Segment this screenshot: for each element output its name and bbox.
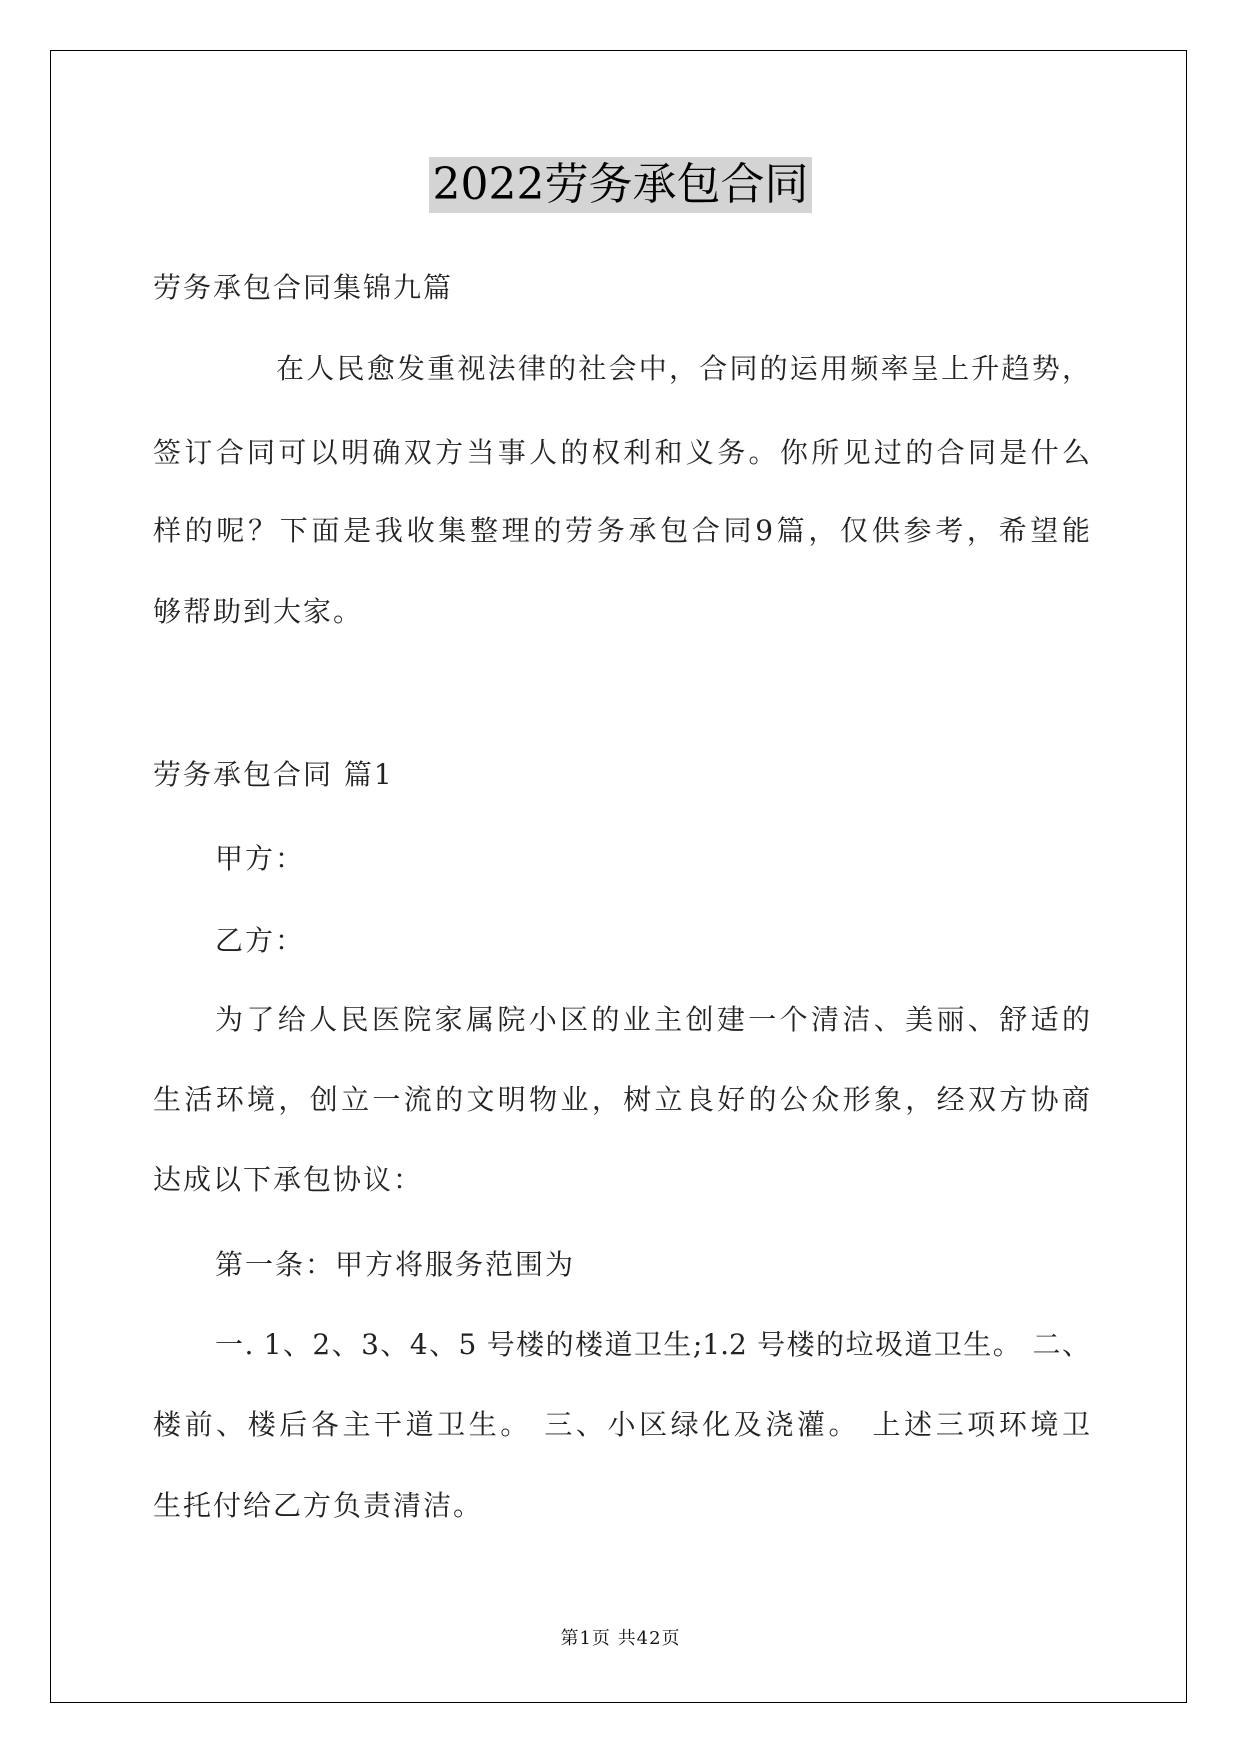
intro-line: 够帮助到大家。 (153, 595, 364, 628)
title-container (0, 157, 1241, 213)
intro-line: 签订合同可以明确双方当事人的权利和义务。你所见过的合同是什么 (153, 436, 1090, 469)
page-footer: 第1页 共42页 (560, 1628, 681, 1649)
section-heading: 劳务承包合同 篇1 (153, 758, 394, 791)
clause-title: 第一条：甲方将服务范围为 (215, 1248, 576, 1281)
intro-line: 样的呢？下面是我收集整理的劳务承包合同9篇，仅供参考，希望能 (153, 514, 1090, 547)
clause-line: 楼前、楼后各主干道卫生。 三、小区绿化及浇灌。 上述三项环境卫 (153, 1408, 1090, 1441)
clause-line: 生托付给乙方负责清洁。 (153, 1489, 484, 1522)
paragraph-line: 生活环境，创立一流的文明物业，树立良好的公众形象，经双方协商 (153, 1083, 1090, 1116)
party-b-label: 乙方： (215, 924, 306, 957)
intro-line: 在人民愈发重视法律的社会中，合同的运用频率呈上升趋势， (276, 352, 1090, 385)
paragraph-line: 为了给人民医院家属院小区的业主创建一个清洁、美丽、舒适的 (215, 1003, 1090, 1036)
party-a-label: 甲方： (215, 842, 306, 875)
clause-line: 一. 1、2、3、4、5 号楼的楼道卫生;1.2 号楼的垃圾道卫生。 二、 (215, 1328, 1090, 1361)
document-subtitle: 劳务承包合同集锦九篇 (153, 271, 454, 304)
paragraph-line: 达成以下承包协议： (153, 1163, 424, 1196)
document-title: 2022劳务承包合同 (429, 157, 813, 213)
